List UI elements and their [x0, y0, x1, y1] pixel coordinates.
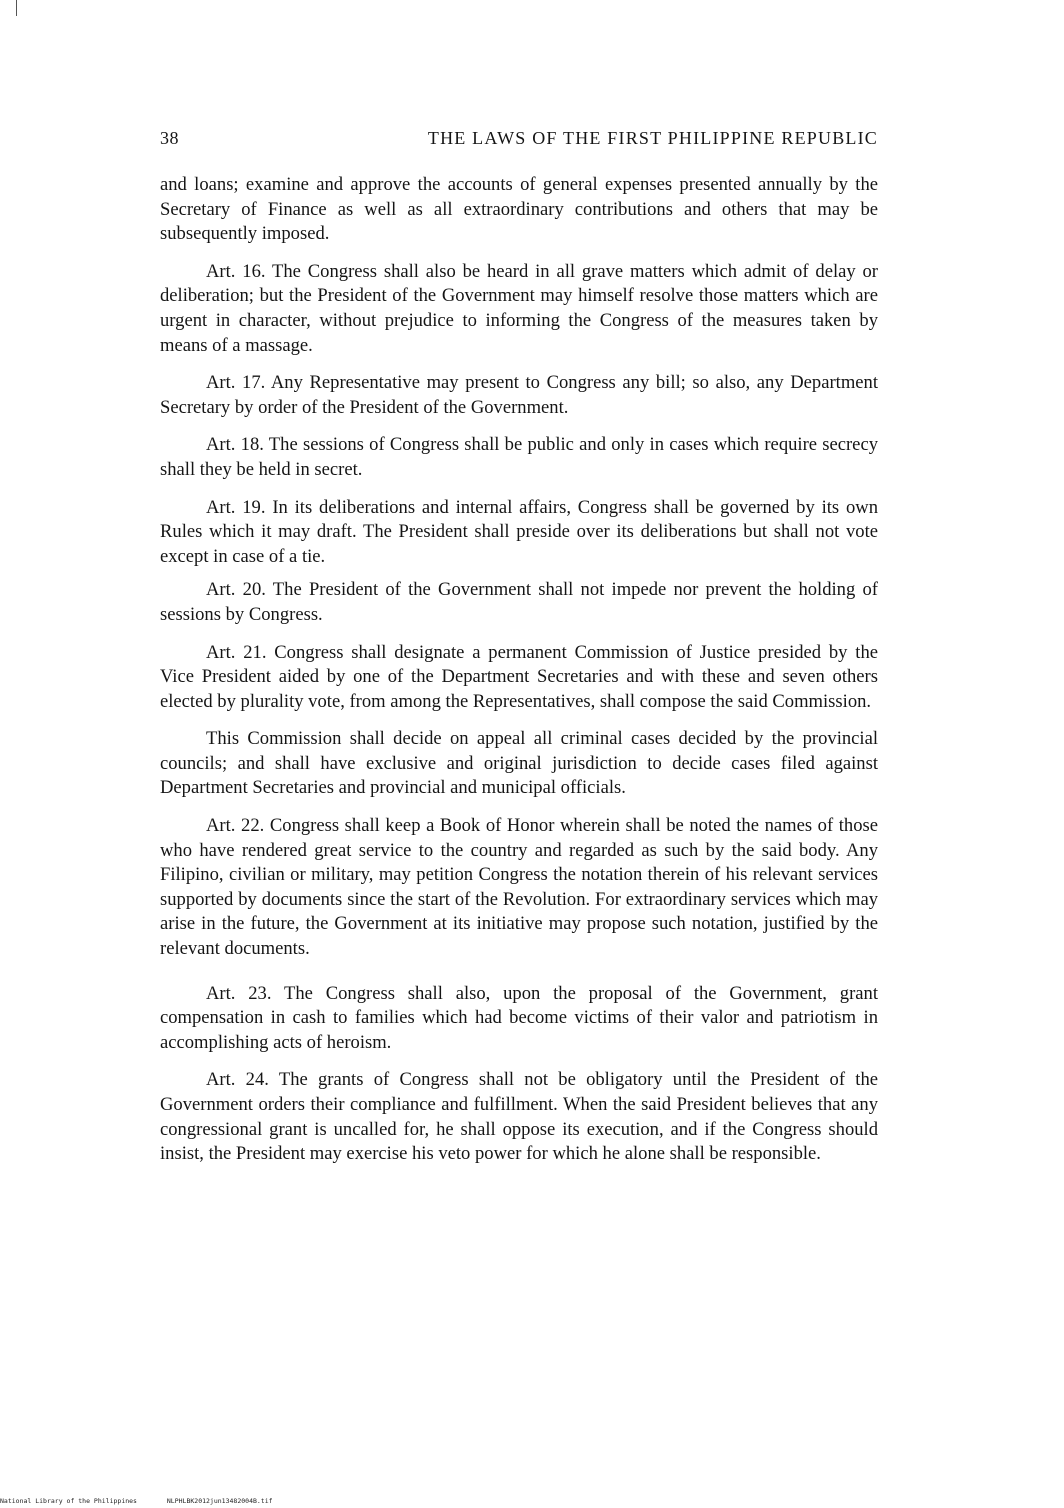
paragraph-art-23: Art. 23. The Congress shall also, upon the proposal of the Government, grant compensation in cash to families which had become victims of their valor and patriotism in accomplishing acts of heroism. [160, 982, 878, 1053]
paragraph-continued: and loans; examine and approve the accounts of general expenses presented annually by the Secretary of Finance as well as all extraordinary contributions and others that may be subsequently imposed. [160, 174, 878, 245]
scan-footer [0, 1497, 640, 1505]
body-text [160, 173, 878, 1167]
paragraph-art-19: Art. 19. In its deliberations and internal affairs, Congress shall be governed by its own Rules which it may draft. The President shall preside over its deliberations but shall not vote except in case of a tie. [160, 496, 878, 567]
footer-file-id: NLPHLBK2012jun13482004B.tif [166, 1497, 273, 1505]
paragraph-art-20: Art. 20. The President of the Government shall not impede nor prevent the holding of sessions by Congress. [160, 579, 878, 625]
paragraph-art-16: Art. 16. The Congress shall also be heard in all grave matters which admit of delay or deliberation; but the President of the Government may himself resolve those matters which are urgent in character, without prejudice to informing the Congress of the measures taken by means of a massage. [160, 260, 878, 356]
running-header-title: THE LAWS OF THE FIRST PHILIPPINE REPUBLIC [427, 128, 878, 148]
document-page [160, 128, 878, 1180]
paragraph-commission-jurisdiction: This Commission shall decide on appeal all criminal cases decided by the provincial councils; and shall have exclusive and original jurisdiction to decide cases filed against Department Secretaries and provincial and municipal officials. [160, 728, 878, 799]
paragraph-art-24: Art. 24. The grants of Congress shall not be obligatory until the President of the Government orders their compliance and fulfillment. When the said President believes that any congressional grant is uncalled for, he shall oppose its execution, and if the Congress should insist, the President may exercise his veto power for which he alone shall be responsible. [160, 1069, 878, 1165]
scan-edge-mark [16, 0, 17, 16]
paragraph-art-17: Art. 17. Any Representative may present to Congress any bill; so also, any Department Secretary by order of the President of the Government. [160, 372, 878, 418]
page-number: 38 [160, 128, 179, 148]
paragraph-art-22: Art. 22. Congress shall keep a Book of Honor wherein shall be noted the names of those who have rendered great service to the country and regarded as such by the said body. Any Filipino, civilian or military, may petition Congress the notation therein of his relevant services supported by documents since the start of the Revolution. For extraordinary services which may arise in the future, the Government at its initiative may propose such notation, justified by the relevant documents. [160, 815, 878, 960]
paragraph-art-18: Art. 18. The sessions of Congress shall be public and only in cases which require secrecy shall they be held in secret. [160, 434, 878, 480]
footer-library: National Library of the Philippines [0, 1497, 137, 1505]
running-header [160, 128, 878, 154]
paragraph-art-21: Art. 21. Congress shall designate a permanent Commission of Justice presided by the Vice President aided by one of the Department Secretaries and with these and seven others elected by plurality vote, from among the Representatives, shall compose the said Commission. [160, 641, 878, 712]
